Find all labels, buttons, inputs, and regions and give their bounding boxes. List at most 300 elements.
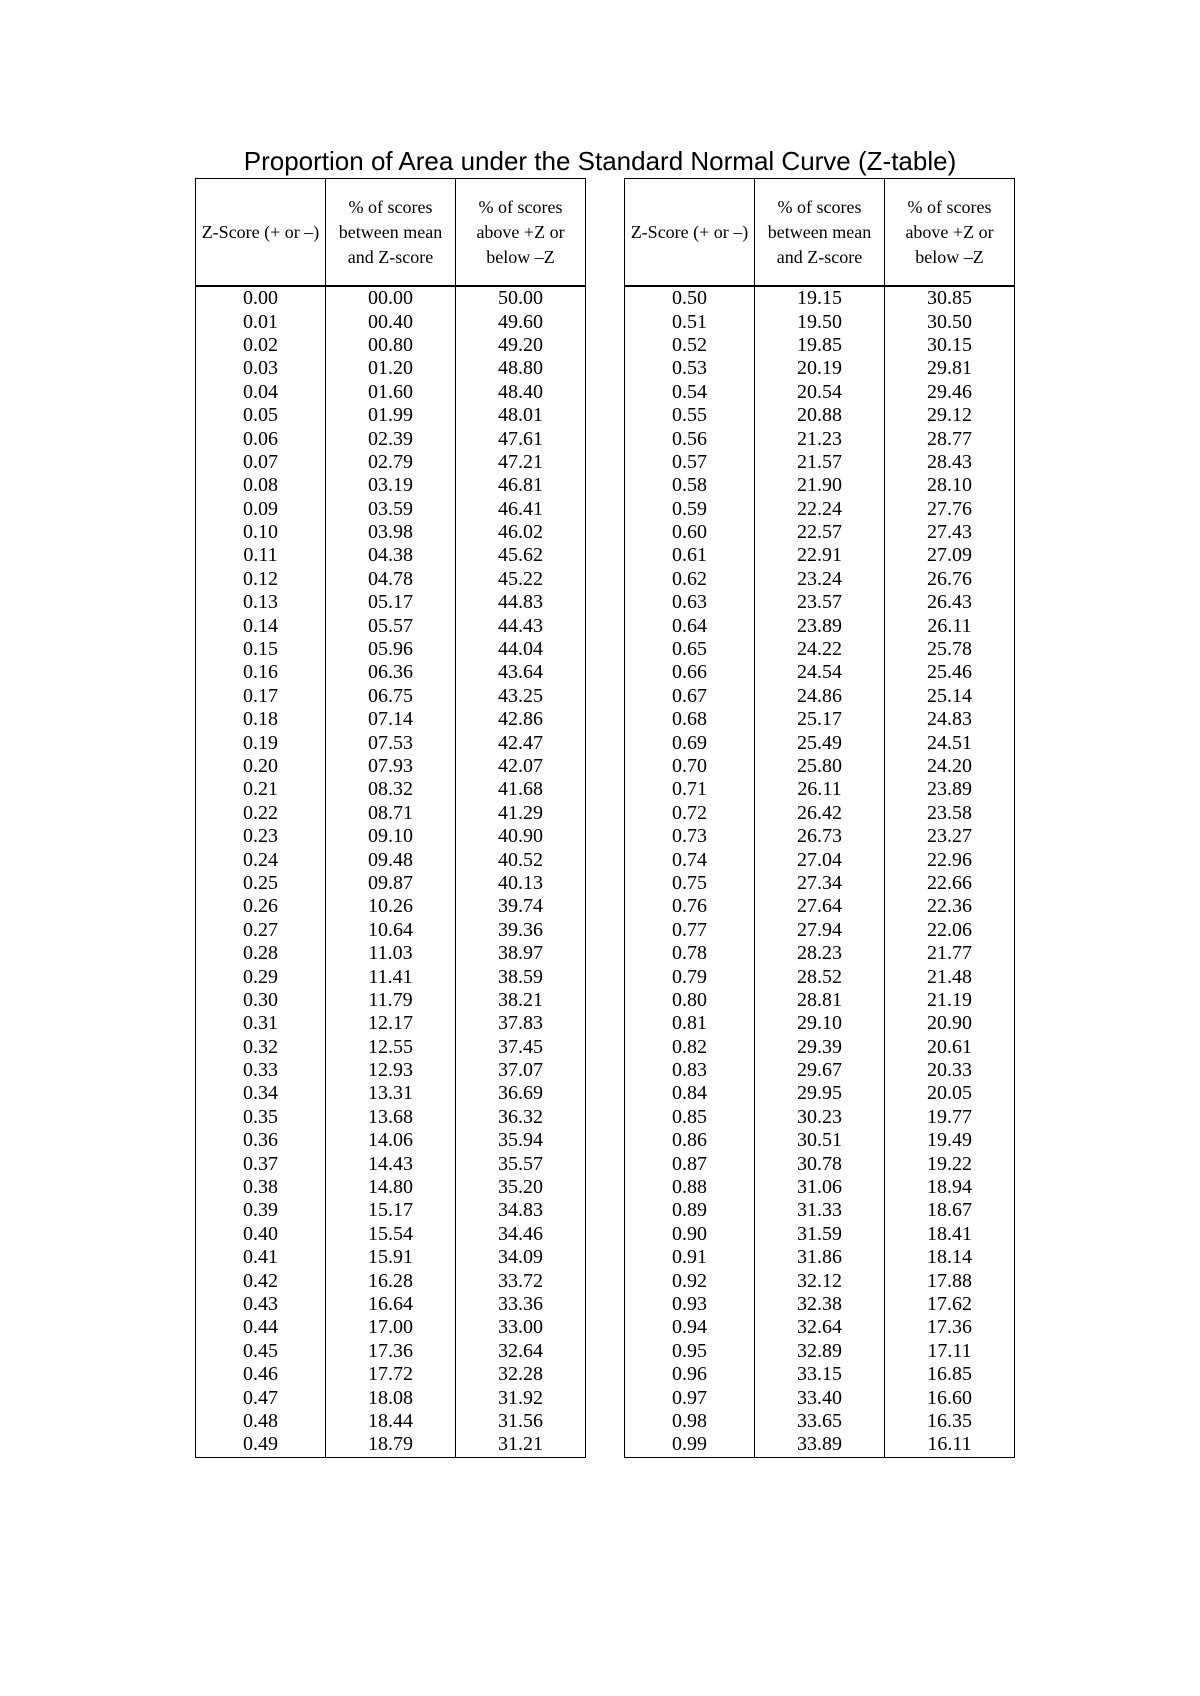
between-mean-cell: 11.41 (326, 965, 456, 988)
above-below-cell: 20.90 (885, 1012, 1015, 1035)
above-below-cell: 41.68 (456, 778, 586, 801)
z-score-cell: 0.16 (196, 661, 326, 684)
z-score-cell: 0.87 (625, 1152, 755, 1175)
above-below-cell: 31.56 (456, 1410, 586, 1433)
z-score-cell: 0.36 (196, 1129, 326, 1152)
table-row (625, 895, 1015, 918)
between-mean-cell: 16.28 (326, 1269, 456, 1292)
above-below-cell: 31.21 (456, 1433, 586, 1457)
between-mean-cell: 01.99 (326, 404, 456, 427)
table-row (196, 731, 586, 754)
above-below-cell: 31.92 (456, 1386, 586, 1409)
between-mean-cell: 05.17 (326, 591, 456, 614)
between-mean-cell: 07.53 (326, 731, 456, 754)
table-row (625, 942, 1015, 965)
table-row (196, 1082, 586, 1105)
z-score-cell: 0.71 (625, 778, 755, 801)
table-row (196, 286, 586, 310)
between-mean-cell: 31.59 (755, 1223, 885, 1246)
between-mean-cell: 17.36 (326, 1340, 456, 1363)
z-score-cell: 0.59 (625, 498, 755, 521)
between-mean-cell: 29.39 (755, 1036, 885, 1059)
above-below-cell: 44.43 (456, 614, 586, 637)
between-mean-cell: 23.57 (755, 591, 885, 614)
between-mean-cell: 13.68 (326, 1106, 456, 1129)
table-row (625, 919, 1015, 942)
z-score-cell: 0.18 (196, 708, 326, 731)
above-below-cell: 22.06 (885, 919, 1015, 942)
z-score-cell: 0.42 (196, 1269, 326, 1292)
between-mean-cell: 00.80 (326, 334, 456, 357)
z-score-cell: 0.93 (625, 1293, 755, 1316)
z-score-cell: 0.99 (625, 1433, 755, 1457)
between-mean-cell: 03.59 (326, 498, 456, 521)
table-row (196, 872, 586, 895)
table-row (196, 521, 586, 544)
z-score-cell: 0.68 (625, 708, 755, 731)
above-below-cell: 18.67 (885, 1199, 1015, 1222)
table-row (196, 1316, 586, 1339)
table-row (196, 614, 586, 637)
between-mean-cell: 23.89 (755, 614, 885, 637)
z-score-cell: 0.20 (196, 755, 326, 778)
z-score-cell: 0.55 (625, 404, 755, 427)
z-score-cell: 0.77 (625, 919, 755, 942)
z-score-cell: 0.56 (625, 427, 755, 450)
above-below-cell: 20.05 (885, 1082, 1015, 1105)
between-mean-cell: 27.64 (755, 895, 885, 918)
table-row (625, 802, 1015, 825)
between-mean-cell: 26.42 (755, 802, 885, 825)
between-mean-cell: 00.40 (326, 310, 456, 333)
z-score-cell: 0.48 (196, 1410, 326, 1433)
table-row (196, 427, 586, 450)
between-mean-cell: 21.23 (755, 427, 885, 450)
z-score-cell: 0.25 (196, 872, 326, 895)
z-score-cell: 0.64 (625, 614, 755, 637)
z-score-cell: 0.08 (196, 474, 326, 497)
table-body (196, 286, 586, 1457)
z-score-cell: 0.23 (196, 825, 326, 848)
z-score-cell: 0.02 (196, 334, 326, 357)
z-score-cell: 0.85 (625, 1106, 755, 1129)
between-mean-cell: 22.57 (755, 521, 885, 544)
table-row (196, 989, 586, 1012)
table-row (196, 1012, 586, 1035)
between-mean-cell: 27.04 (755, 848, 885, 871)
table-row (625, 778, 1015, 801)
table-row (625, 1036, 1015, 1059)
table-row (625, 872, 1015, 895)
between-mean-cell: 10.26 (326, 895, 456, 918)
table-row (196, 568, 586, 591)
table-row (625, 685, 1015, 708)
between-mean-cell: 29.10 (755, 1012, 885, 1035)
z-score-cell: 0.37 (196, 1152, 326, 1175)
above-below-cell: 30.85 (885, 286, 1015, 310)
above-below-cell: 47.21 (456, 451, 586, 474)
table-row (625, 591, 1015, 614)
between-mean-cell: 25.17 (755, 708, 885, 731)
between-mean-cell: 11.79 (326, 989, 456, 1012)
above-below-cell: 50.00 (456, 286, 586, 310)
table-row (196, 591, 586, 614)
above-below-cell: 33.00 (456, 1316, 586, 1339)
table-row (625, 638, 1015, 661)
above-below-cell: 29.46 (885, 381, 1015, 404)
z-score-cell: 0.95 (625, 1340, 755, 1363)
table-row (625, 661, 1015, 684)
above-below-cell: 23.27 (885, 825, 1015, 848)
table-row (196, 802, 586, 825)
between-mean-cell: 12.55 (326, 1036, 456, 1059)
z-score-cell: 0.65 (625, 638, 755, 661)
between-mean-cell: 31.33 (755, 1199, 885, 1222)
table-row (625, 1293, 1015, 1316)
above-below-cell: 27.43 (885, 521, 1015, 544)
above-below-cell: 17.11 (885, 1340, 1015, 1363)
table-row (625, 474, 1015, 497)
z-score-cell: 0.28 (196, 942, 326, 965)
z-score-cell: 0.82 (625, 1036, 755, 1059)
z-score-cell: 0.72 (625, 802, 755, 825)
between-mean-cell: 02.39 (326, 427, 456, 450)
table-row (196, 942, 586, 965)
above-below-cell: 28.10 (885, 474, 1015, 497)
table-row (625, 1199, 1015, 1222)
table-row (625, 1340, 1015, 1363)
between-mean-cell: 33.65 (755, 1410, 885, 1433)
table-row (196, 1410, 586, 1433)
above-below-cell: 24.51 (885, 731, 1015, 754)
above-below-cell: 22.36 (885, 895, 1015, 918)
table-row (625, 1012, 1015, 1035)
above-below-cell: 27.09 (885, 544, 1015, 567)
table-row (625, 544, 1015, 567)
z-score-cell: 0.32 (196, 1036, 326, 1059)
z-score-cell: 0.80 (625, 989, 755, 1012)
between-mean-cell: 22.91 (755, 544, 885, 567)
z-score-cell: 0.33 (196, 1059, 326, 1082)
above-below-cell: 34.46 (456, 1223, 586, 1246)
z-score-cell: 0.88 (625, 1176, 755, 1199)
between-mean-cell: 08.32 (326, 778, 456, 801)
table-header-row (196, 179, 586, 287)
table-body (625, 286, 1015, 1457)
between-mean-cell: 13.31 (326, 1082, 456, 1105)
above-below-cell: 35.20 (456, 1176, 586, 1199)
table-row (625, 1223, 1015, 1246)
between-mean-cell: 21.57 (755, 451, 885, 474)
z-score-cell: 0.49 (196, 1433, 326, 1457)
table-row (196, 661, 586, 684)
table-row (196, 1059, 586, 1082)
above-below-cell: 37.83 (456, 1012, 586, 1035)
z-score-cell: 0.43 (196, 1293, 326, 1316)
table-row (196, 1199, 586, 1222)
between-mean-cell: 19.15 (755, 286, 885, 310)
table-header-row (625, 179, 1015, 287)
page-title: Proportion of Area under the Standard Normal Curve (Z-table) (243, 146, 957, 176)
table-row (625, 989, 1015, 1012)
between-mean-cell: 11.03 (326, 942, 456, 965)
z-score-cell: 0.35 (196, 1106, 326, 1129)
table-row (196, 895, 586, 918)
above-below-cell: 42.47 (456, 731, 586, 754)
between-mean-cell: 05.57 (326, 614, 456, 637)
above-below-cell: 39.36 (456, 919, 586, 942)
table-row (196, 708, 586, 731)
above-below-cell: 38.59 (456, 965, 586, 988)
z-score-cell: 0.98 (625, 1410, 755, 1433)
z-score-cell: 0.11 (196, 544, 326, 567)
z-score-cell: 0.41 (196, 1246, 326, 1269)
between-mean-cell: 21.90 (755, 474, 885, 497)
between-mean-cell: 23.24 (755, 568, 885, 591)
z-score-cell: 0.27 (196, 919, 326, 942)
z-score-cell: 0.97 (625, 1386, 755, 1409)
table-row (625, 708, 1015, 731)
z-score-cell: 0.50 (625, 286, 755, 310)
between-mean-cell: 14.80 (326, 1176, 456, 1199)
above-below-cell: 21.48 (885, 965, 1015, 988)
table-row (196, 451, 586, 474)
above-below-cell: 22.66 (885, 872, 1015, 895)
between-mean-cell: 08.71 (326, 802, 456, 825)
z-score-cell: 0.54 (625, 381, 755, 404)
table-row (196, 474, 586, 497)
between-mean-cell: 28.81 (755, 989, 885, 1012)
z-score-cell: 0.83 (625, 1059, 755, 1082)
z-score-cell: 0.70 (625, 755, 755, 778)
between-mean-cell: 25.80 (755, 755, 885, 778)
table-row (196, 685, 586, 708)
table-row (625, 731, 1015, 754)
z-score-cell: 0.30 (196, 989, 326, 1012)
between-mean-cell: 24.86 (755, 685, 885, 708)
table-row (625, 1059, 1015, 1082)
between-mean-cell: 07.14 (326, 708, 456, 731)
above-below-cell: 46.41 (456, 498, 586, 521)
between-mean-cell: 32.12 (755, 1269, 885, 1292)
z-score-cell: 0.94 (625, 1316, 755, 1339)
table-row (196, 1269, 586, 1292)
table-row (196, 1386, 586, 1409)
between-mean-cell: 12.17 (326, 1012, 456, 1035)
table-row (625, 357, 1015, 380)
above-below-cell: 38.97 (456, 942, 586, 965)
above-below-cell: 48.80 (456, 357, 586, 380)
above-below-cell: 30.50 (885, 310, 1015, 333)
table-row (625, 614, 1015, 637)
between-mean-cell: 33.15 (755, 1363, 885, 1386)
between-mean-cell: 17.00 (326, 1316, 456, 1339)
above-below-cell: 48.40 (456, 381, 586, 404)
between-mean-cell: 33.89 (755, 1433, 885, 1457)
between-mean-cell: 03.98 (326, 521, 456, 544)
between-mean-cell: 28.23 (755, 942, 885, 965)
table-row (625, 1410, 1015, 1433)
between-mean-cell: 01.20 (326, 357, 456, 380)
above-below-cell: 18.14 (885, 1246, 1015, 1269)
z-score-cell: 0.62 (625, 568, 755, 591)
table-row (625, 965, 1015, 988)
between-mean-cell: 20.54 (755, 381, 885, 404)
between-mean-cell: 18.79 (326, 1433, 456, 1457)
between-mean-cell: 29.95 (755, 1082, 885, 1105)
above-below-cell: 34.83 (456, 1199, 586, 1222)
above-below-cell: 18.94 (885, 1176, 1015, 1199)
z-score-cell: 0.29 (196, 965, 326, 988)
above-below-cell: 43.25 (456, 685, 586, 708)
z-score-cell: 0.14 (196, 614, 326, 637)
z-score-cell: 0.74 (625, 848, 755, 871)
between-mean-cell: 18.44 (326, 1410, 456, 1433)
table-row (625, 334, 1015, 357)
table-row (625, 1082, 1015, 1105)
z-score-cell: 0.22 (196, 802, 326, 825)
above-below-cell: 36.32 (456, 1106, 586, 1129)
above-below-cell: 44.04 (456, 638, 586, 661)
above-below-cell: 22.96 (885, 848, 1015, 871)
z-score-cell: 0.61 (625, 544, 755, 567)
above-below-cell: 42.07 (456, 755, 586, 778)
table-row (625, 1386, 1015, 1409)
between-mean-cell: 17.72 (326, 1363, 456, 1386)
between-mean-cell: 14.43 (326, 1152, 456, 1175)
between-mean-cell: 32.38 (755, 1293, 885, 1316)
table-row (196, 825, 586, 848)
table-row (625, 848, 1015, 871)
between-mean-cell: 31.86 (755, 1246, 885, 1269)
above-below-cell: 35.57 (456, 1152, 586, 1175)
above-below-cell: 16.60 (885, 1386, 1015, 1409)
z-score-cell: 0.91 (625, 1246, 755, 1269)
z-score-cell: 0.12 (196, 568, 326, 591)
above-below-cell: 23.89 (885, 778, 1015, 801)
above-below-cell: 39.74 (456, 895, 586, 918)
between-mean-cell: 06.36 (326, 661, 456, 684)
above-below-cell: 44.83 (456, 591, 586, 614)
table-row (196, 848, 586, 871)
table-row (625, 1363, 1015, 1386)
table-row (196, 919, 586, 942)
above-below-cell: 19.77 (885, 1106, 1015, 1129)
above-below-cell: 38.21 (456, 989, 586, 1012)
between-mean-cell: 00.00 (326, 286, 456, 310)
table-row (196, 1223, 586, 1246)
above-below-cell: 21.19 (885, 989, 1015, 1012)
table-row (625, 286, 1015, 310)
z-score-cell: 0.47 (196, 1386, 326, 1409)
z-score-cell: 0.21 (196, 778, 326, 801)
between-mean-cell: 20.88 (755, 404, 885, 427)
between-mean-cell: 32.64 (755, 1316, 885, 1339)
above-below-cell: 25.14 (885, 685, 1015, 708)
z-score-cell: 0.31 (196, 1012, 326, 1035)
above-below-cell: 35.94 (456, 1129, 586, 1152)
above-below-cell: 36.69 (456, 1082, 586, 1105)
between-mean-cell: 03.19 (326, 474, 456, 497)
above-below-cell: 46.02 (456, 521, 586, 544)
above-below-cell: 37.07 (456, 1059, 586, 1082)
between-mean-cell: 29.67 (755, 1059, 885, 1082)
between-mean-cell: 09.48 (326, 848, 456, 871)
between-mean-cell: 19.50 (755, 310, 885, 333)
z-score-cell: 0.09 (196, 498, 326, 521)
between-mean-cell: 15.54 (326, 1223, 456, 1246)
z-score-cell: 0.00 (196, 286, 326, 310)
above-below-cell: 49.20 (456, 334, 586, 357)
z-score-cell: 0.96 (625, 1363, 755, 1386)
above-below-cell: 48.01 (456, 404, 586, 427)
above-below-cell: 28.77 (885, 427, 1015, 450)
above-below-cell: 25.46 (885, 661, 1015, 684)
table-row (625, 1433, 1015, 1457)
table-row (625, 1246, 1015, 1269)
between-mean-cell: 09.10 (326, 825, 456, 848)
header-above-below: % of scores above +Z or below –Z (885, 179, 1015, 287)
table-row (196, 1106, 586, 1129)
z-score-cell: 0.17 (196, 685, 326, 708)
table-row (196, 1363, 586, 1386)
table-row (196, 544, 586, 567)
header-above-below: % of scores above +Z or below –Z (456, 179, 586, 287)
between-mean-cell: 19.85 (755, 334, 885, 357)
above-below-cell: 25.78 (885, 638, 1015, 661)
above-below-cell: 27.76 (885, 498, 1015, 521)
above-below-cell: 40.52 (456, 848, 586, 871)
between-mean-cell: 09.87 (326, 872, 456, 895)
table-row (625, 404, 1015, 427)
z-score-cell: 0.05 (196, 404, 326, 427)
table-row (625, 755, 1015, 778)
z-score-cell: 0.81 (625, 1012, 755, 1035)
between-mean-cell: 31.06 (755, 1176, 885, 1199)
between-mean-cell: 01.60 (326, 381, 456, 404)
z-score-cell: 0.45 (196, 1340, 326, 1363)
table-row (196, 638, 586, 661)
z-score-cell: 0.58 (625, 474, 755, 497)
between-mean-cell: 15.91 (326, 1246, 456, 1269)
header-z-score: Z-Score (+ or –) (196, 179, 326, 287)
table-row (625, 451, 1015, 474)
z-table-right (624, 178, 1015, 1458)
z-score-cell: 0.73 (625, 825, 755, 848)
z-score-cell: 0.38 (196, 1176, 326, 1199)
z-score-cell: 0.76 (625, 895, 755, 918)
z-score-cell: 0.86 (625, 1129, 755, 1152)
above-below-cell: 21.77 (885, 942, 1015, 965)
z-score-cell: 0.51 (625, 310, 755, 333)
table-row (625, 1152, 1015, 1175)
above-below-cell: 45.62 (456, 544, 586, 567)
table-row (196, 1176, 586, 1199)
between-mean-cell: 30.78 (755, 1152, 885, 1175)
table-row (625, 568, 1015, 591)
z-score-cell: 0.44 (196, 1316, 326, 1339)
above-below-cell: 33.72 (456, 1269, 586, 1292)
above-below-cell: 37.45 (456, 1036, 586, 1059)
z-score-cell: 0.52 (625, 334, 755, 357)
table-row (196, 357, 586, 380)
above-below-cell: 32.28 (456, 1363, 586, 1386)
table-row (625, 310, 1015, 333)
between-mean-cell: 25.49 (755, 731, 885, 754)
between-mean-cell: 04.38 (326, 544, 456, 567)
z-score-cell: 0.69 (625, 731, 755, 754)
table-row (625, 1269, 1015, 1292)
